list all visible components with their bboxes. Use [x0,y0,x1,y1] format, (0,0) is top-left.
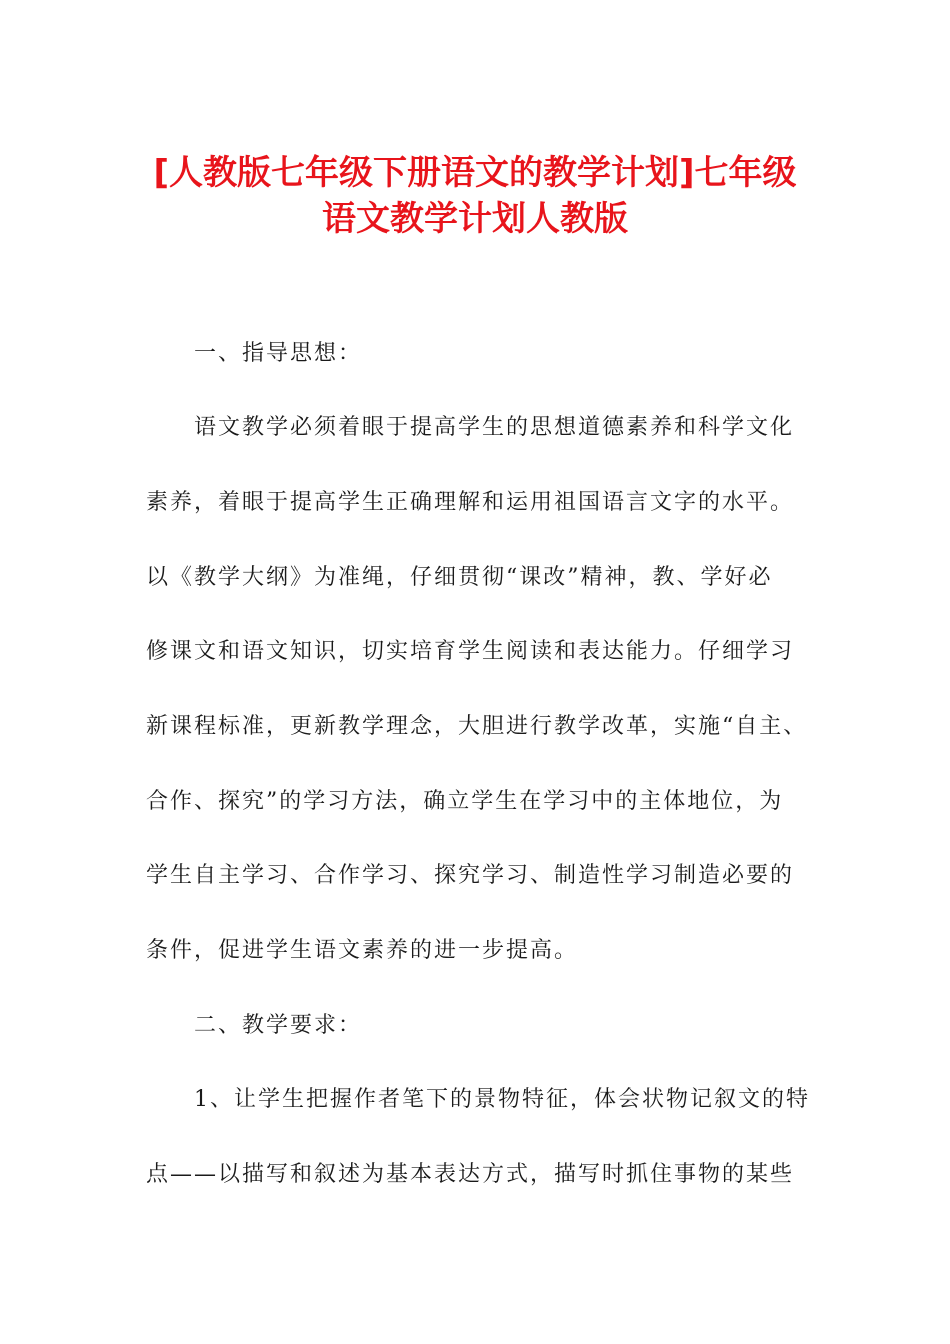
body-line: 点——以描写和叙述为基本表达方式，描写时抓住事物的某些 [146,1162,795,1187]
body-line: 条件，促进学生语文素养的进一步提高。 [146,938,579,963]
document-title-line-2: 语文教学计划人教版 [322,199,628,239]
body-line: 修课文和语文知识，切实培育学生阅读和表达能力。仔细学习 [146,639,795,664]
section-heading-guiding-thought: 一、指导思想： [146,341,363,366]
body-line: 新课程标准，更新教学理念，大胆进行教学改革，实施“自主、 [146,714,808,739]
body-line: 语文教学必须着眼于提高学生的思想道德素养和科学文化 [146,415,795,440]
body-line: 素养，着眼于提高学生正确理解和运用祖国语言文字的水平。 [146,490,795,515]
section-heading-teaching-requirements: 二、教学要求： [146,1013,363,1038]
body-line: 合作、探究”的学习方法，确立学生在学习中的主体地位，为 [146,789,784,814]
body-line: 以《教学大纲》为准绳，仔细贯彻“课改”精神，教、学好必 [146,565,773,590]
body-line: 学生自主学习、合作学习、探究学习、制造性学习制造必要的 [146,863,795,888]
body-line: 1、让学生把握作者笔下的景物特征，体会状物记叙文的特 [146,1087,810,1112]
document-title-line-1: [人教版七年级下册语文的教学计划]七年级 [153,153,797,193]
